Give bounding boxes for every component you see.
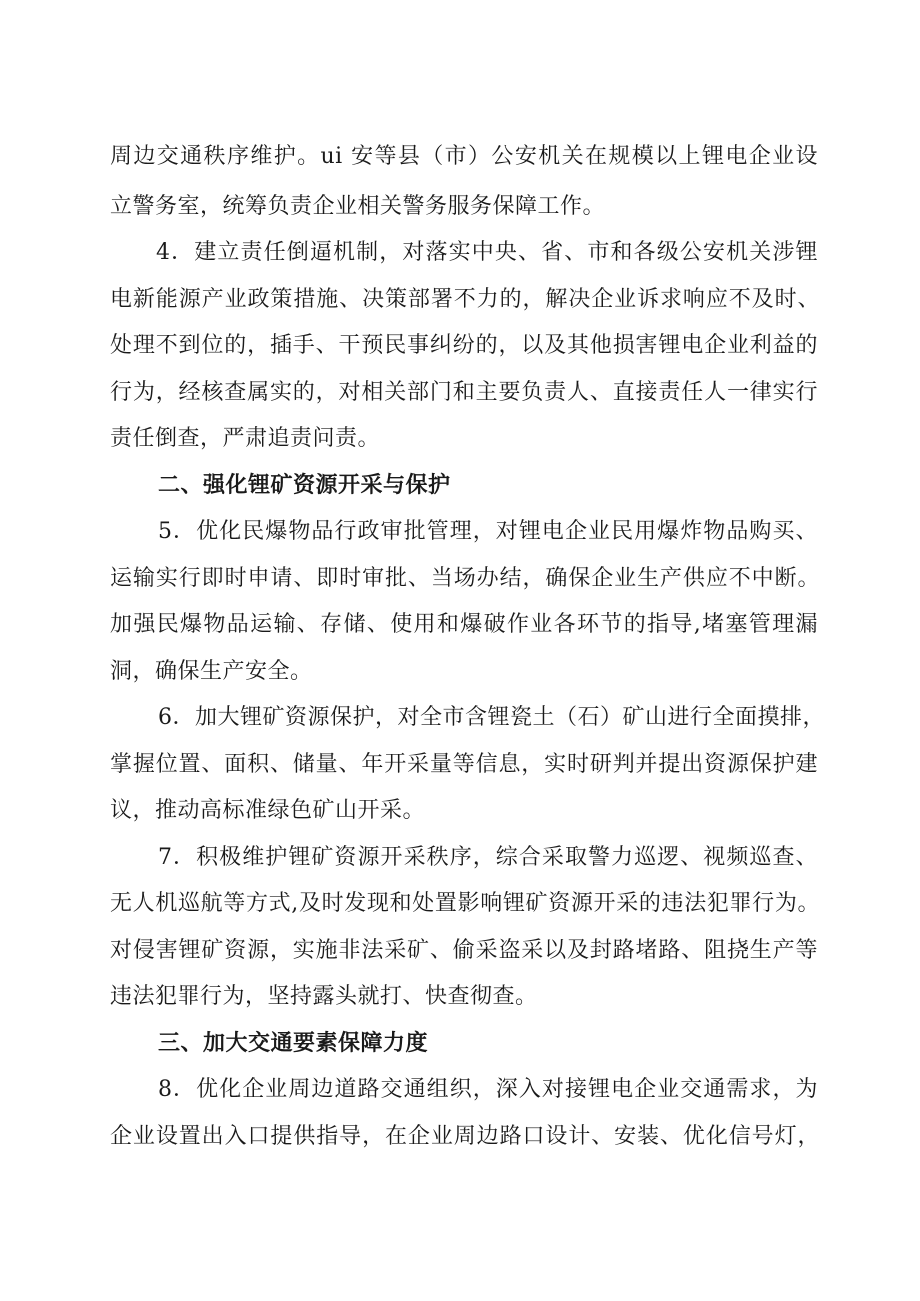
body-text-line: 议，推动高标准绿色矿山开采。 <box>110 798 426 823</box>
body-text-line: 对侵害锂矿资源，实施非法采矿、偷采盗采以及封路堵路、阻挠生产等 <box>110 938 818 963</box>
body-text-line: 无人机巡航等方式,及时发现和处置影响锂矿资源开采的违法犯罪行为。 <box>110 891 820 916</box>
body-text-line: 5．优化民爆物品行政审批管理，对锂电企业民用爆炸物品购买、 <box>158 519 818 544</box>
body-text-line: 处理不到位的，插手、干预民事纠纷的，以及其他损害锂电企业利益的 <box>110 333 818 358</box>
body-text-line: 企业设置出入口提供指导，在企业周边路口设计、安装、优化信号灯， <box>110 1124 820 1149</box>
body-text-line: 责任倒查，严肃追责问责。 <box>110 426 381 451</box>
body-text-line: 洞，确保生产安全。 <box>110 659 313 684</box>
body-text-line: 立警务室，统筹负责企业相关警务服务保障工作。 <box>110 194 606 219</box>
body-text-line: 加强民爆物品运输、存储、使用和爆破作业各环节的指导,堵塞管理漏 <box>110 612 818 637</box>
body-text-line: 违法犯罪行为，坚持露头就打、快查彻查。 <box>110 984 538 1009</box>
body-text-line: 掌握位置、面积、储量、年开采量等信息，实时研判并提出资源保护建 <box>110 752 818 777</box>
body-text-line: 行为，经核查属实的，对相关部门和主要负责人、直接责任人一律实行 <box>110 380 818 405</box>
body-text-line: 电新能源产业政策措施、决策部署不力的，解决企业诉求响应不及时、 <box>110 287 820 312</box>
body-text-line: 4．建立责任倒逼机制，对落实中央、省、市和各级公安机关涉锂 <box>156 240 818 265</box>
section-heading: 三、加大交通要素保障力度 <box>158 1031 429 1056</box>
body-text-line: 6．加大锂矿资源保护，对全市含锂瓷土（石）矿山进行全面摸排， <box>158 705 825 730</box>
body-text-line: 8．优化企业周边道路交通组织，深入对接锂电企业交通需求，为 <box>158 1077 818 1102</box>
body-text-line: 运输实行即时申请、即时审批、当场办结，确保企业生产供应不中断。 <box>110 566 820 591</box>
body-text-line: 7．积极维护锂矿资源开采秩序，综合采取警力巡逻、视频巡查、 <box>158 845 818 870</box>
body-text-line: 周边交通秩序维护。ui 安等县（市）公安机关在规模以上锂电企业设 <box>110 144 818 169</box>
section-heading: 二、强化锂矿资源开采与保护 <box>158 473 451 498</box>
